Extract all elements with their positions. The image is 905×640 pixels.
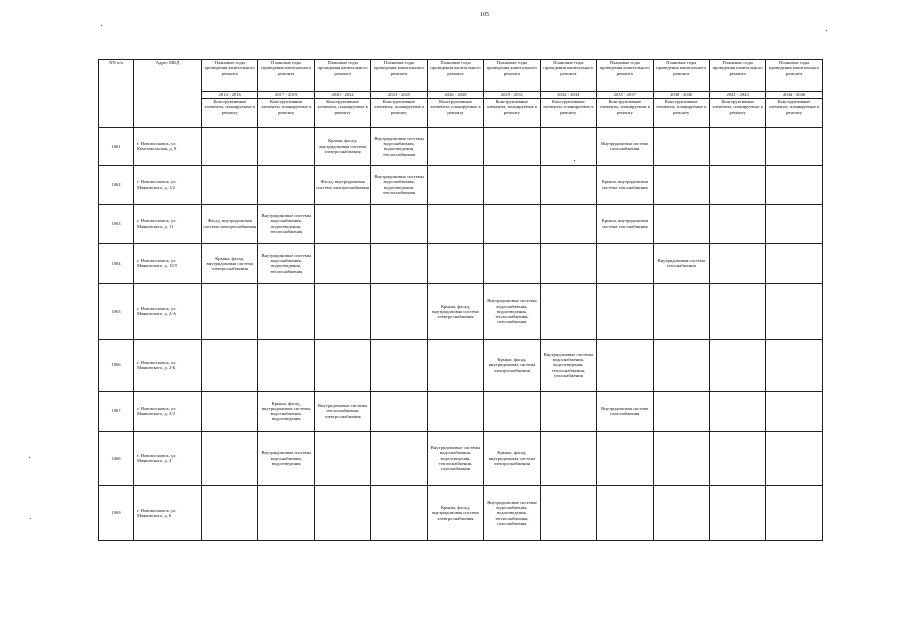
row-address: г. Новомосковск, ул. Маяковского, д. 11 xyxy=(134,204,202,243)
header-row-years xyxy=(99,92,823,99)
header-elements: Конструктивные элементы, планируемые к ремонту xyxy=(371,99,427,128)
header-period-title: Плановые годы проведения капитального ремонта xyxy=(484,60,540,92)
row-address: г. Новомосковск, ул. Маяковского, д. 4 xyxy=(134,431,202,485)
header-period-title: Плановые годы проведения капитального ремонта xyxy=(653,60,709,92)
table-row xyxy=(99,339,823,391)
table-cell: Крыша, фасад, внутридомовая система электроснабжения xyxy=(427,284,483,339)
header-elements: Конструктивные элементы, планируемые к ремонту xyxy=(202,99,258,128)
table-cell xyxy=(597,485,653,540)
row-address: г. Новомосковск, ул. Маяковского, д. 1/2 xyxy=(134,165,202,204)
header-elements: Конструктивные элементы, планируемые к ремонту xyxy=(427,99,483,128)
header-address: Адрес МКД xyxy=(134,60,202,128)
table-cell xyxy=(709,243,765,284)
table-cell xyxy=(258,485,314,540)
header-elements: Конструктивные элементы, планируемые к ремонту xyxy=(709,99,765,128)
page-number: 105 xyxy=(480,12,489,18)
row-address: г. Новомосковск, ул. Маяковского, д. 15/5 xyxy=(134,243,202,284)
header-period-title: Плановые годы проведения капитального ремонта xyxy=(258,60,314,92)
table-cell: Крыша, фасад, внутридомовая система электроснабжения xyxy=(314,128,370,166)
table-cell xyxy=(314,284,370,339)
header-period-title: Плановые годы проведения капитального ремонта xyxy=(540,60,596,92)
table-cell xyxy=(258,339,314,391)
table-cell xyxy=(202,165,258,204)
table-cell xyxy=(540,165,596,204)
header-years: 2041 - 2043 xyxy=(709,92,765,99)
table-cell xyxy=(427,165,483,204)
table-cell xyxy=(202,391,258,431)
row-number: 1062 xyxy=(99,165,134,204)
table-cell: Крыша, внутридомовая система газоснабжения xyxy=(597,165,653,204)
table-cell xyxy=(709,431,765,485)
table-row xyxy=(99,128,823,166)
header-elements: Конструктивные элементы, планируемые к ремонту xyxy=(653,99,709,128)
table-row xyxy=(99,431,823,485)
row-address: г. Новомосковск, ул. Маяковского, д. 2-А xyxy=(134,284,202,339)
table-cell xyxy=(597,243,653,284)
table-cell xyxy=(258,165,314,204)
row-number: 1061 xyxy=(99,128,134,166)
table-cell: Крыша, фасад, внутридомовая система электроснабжения xyxy=(427,485,483,540)
scan-speck xyxy=(30,518,31,519)
table-cell: Внутридомовая система газоснабжения xyxy=(653,243,709,284)
scan-speck xyxy=(826,30,827,31)
table-cell: Внутридомовые системы водоснабжения, водоотведения, теплоснабжения xyxy=(258,204,314,243)
capital-repair-table xyxy=(98,59,823,541)
scan-speck xyxy=(101,25,102,26)
table-cell xyxy=(484,128,540,166)
table-cell xyxy=(653,165,709,204)
table-cell xyxy=(709,284,765,339)
table-row xyxy=(99,284,823,339)
header-nn: NN п/п xyxy=(99,60,134,128)
table-cell xyxy=(484,391,540,431)
table-cell: Внутридомовая система газоснабжения xyxy=(597,391,653,431)
table-cell xyxy=(371,339,427,391)
table-cell xyxy=(202,339,258,391)
table-cell xyxy=(314,204,370,243)
header-years: 2017 - 2019 xyxy=(258,92,314,99)
header-elements: Конструктивные элементы, планируемые к ремонту xyxy=(597,99,653,128)
table-cell: Фасад, внутридомовая система электроснабжения xyxy=(314,165,370,204)
header-row-period-title xyxy=(99,60,823,92)
table-cell xyxy=(766,339,822,391)
table-cell: Внутридомовые системы водоснабжения, водоотведения, теплоснабжения, газоснабжения xyxy=(540,339,596,391)
header-years: 2032 - 2034 xyxy=(540,92,596,99)
header-period-title: Плановые годы проведения капитального ремонта xyxy=(202,60,258,92)
header-years: 2023 - 2025 xyxy=(371,92,427,99)
header-period-title: Плановые годы проведения капитального ремонта xyxy=(766,60,822,92)
table-cell xyxy=(709,204,765,243)
table-row xyxy=(99,165,823,204)
header-years: 2044 - 2046 xyxy=(766,92,822,99)
table-cell xyxy=(314,339,370,391)
table-cell xyxy=(540,204,596,243)
header-period-title: Плановые годы проведения капитального ремонта xyxy=(709,60,765,92)
table-cell xyxy=(427,204,483,243)
table-cell: Крыша, фасад, внутридомовая система электроснабжения xyxy=(484,339,540,391)
table-cell xyxy=(540,391,596,431)
table-cell xyxy=(766,284,822,339)
table-cell xyxy=(653,431,709,485)
table-cell: Внутридомовые системы водоснабжения, водоотведения, теплоснабжения xyxy=(258,243,314,284)
header-row-elements xyxy=(99,99,823,128)
table-cell xyxy=(597,339,653,391)
row-number: 1066 xyxy=(99,339,134,391)
table-cell xyxy=(709,165,765,204)
table-cell xyxy=(540,431,596,485)
header-period-title: Плановые годы проведения капитального ремонта xyxy=(427,60,483,92)
table-cell xyxy=(766,204,822,243)
table-cell xyxy=(202,485,258,540)
table-cell: Внутридомовые системы водоснабжения, водоотведения, теплоснабжения xyxy=(371,165,427,204)
table-row xyxy=(99,204,823,243)
table-cell: Крыша, фасад, внутридомовые системы водоснабжения, водоотведения xyxy=(258,391,314,431)
table-cell xyxy=(597,431,653,485)
header-period-title: Плановые годы проведения капитального ремонта xyxy=(314,60,370,92)
table-cell xyxy=(653,128,709,166)
table-cell xyxy=(484,165,540,204)
header-elements: Конструктивные элементы, планируемые к ремонту xyxy=(540,99,596,128)
table-cell: Внутридомовые системы водоснабжения, водоотведения, теплоснабжения xyxy=(371,128,427,166)
table-cell: Внутридомовые системы водоснабжения, водоотведения, теплоснабжения, газоснабжения xyxy=(484,485,540,540)
table-cell: Внутридомовые системы водоснабжения, водоотведения, теплоснабжения, газоснабжения xyxy=(484,284,540,339)
table-cell xyxy=(371,485,427,540)
table-cell xyxy=(653,485,709,540)
table-cell xyxy=(371,204,427,243)
table-cell xyxy=(427,339,483,391)
table-cell: Внутридомовые системы водоснабжения, водоотведения xyxy=(258,431,314,485)
header-elements: Конструктивные элементы, планируемые к ремонту xyxy=(258,99,314,128)
table-cell xyxy=(653,391,709,431)
row-address: г. Новомосковск, ул. Маяковского, д. 3/3 xyxy=(134,391,202,431)
table-cell xyxy=(709,391,765,431)
table-cell: Фасад, внутридомовая система электроснабжения xyxy=(202,204,258,243)
row-number: 1065 xyxy=(99,284,134,339)
table-cell xyxy=(653,284,709,339)
table-cell xyxy=(202,128,258,166)
header-years: 2026 - 2028 xyxy=(427,92,483,99)
table-cell xyxy=(371,391,427,431)
header-years: 2029 - 2031 xyxy=(484,92,540,99)
table-cell xyxy=(766,165,822,204)
table-cell xyxy=(427,128,483,166)
table-cell xyxy=(314,243,370,284)
table-cell xyxy=(540,284,596,339)
table-cell xyxy=(766,391,822,431)
row-number: 1069 xyxy=(99,485,134,540)
header-period-title: Плановые годы проведения капитального ремонта xyxy=(597,60,653,92)
table-cell: Крыша, внутридомовая система газоснабжения xyxy=(597,204,653,243)
row-address: г. Новомосковск, ул. Комсомольская, д. 9 xyxy=(134,128,202,166)
table-cell xyxy=(766,431,822,485)
table-cell xyxy=(766,485,822,540)
table-cell xyxy=(709,485,765,540)
row-address: г. Новомосковск, ул. Маяковского, д. 6 xyxy=(134,485,202,540)
table-cell xyxy=(371,284,427,339)
table-cell xyxy=(766,128,822,166)
header-years: 2035 - 2037 xyxy=(597,92,653,99)
table-cell: Крыша, фасад, внутридомовая система электроснабжения xyxy=(484,431,540,485)
table-cell: Крыша, фасад, внутридомовая система электроснабжения xyxy=(202,243,258,284)
table-cell: Внутридомовые системы теплоснабжения, электроснабжения xyxy=(314,391,370,431)
header-elements: Конструктивные элементы, планируемые к ремонту xyxy=(766,99,822,128)
header-years: 2014 - 2016 xyxy=(202,92,258,99)
table-cell: Внутридомовая система газоснабжения xyxy=(597,128,653,166)
table-cell xyxy=(371,243,427,284)
header-elements: Конструктивные элементы, планируемые к ремонту xyxy=(314,99,370,128)
table-cell xyxy=(709,128,765,166)
table-cell xyxy=(258,284,314,339)
table-cell xyxy=(202,284,258,339)
table-cell xyxy=(709,339,765,391)
header-elements: Конструктивные элементы, планируемые к ремонту xyxy=(484,99,540,128)
table-cell xyxy=(766,243,822,284)
row-number: 1068 xyxy=(99,431,134,485)
header-years: 2038 - 2040 xyxy=(653,92,709,99)
row-address: г. Новомосковск, ул. Маяковского, д. 2-Б xyxy=(134,339,202,391)
table-cell xyxy=(540,243,596,284)
table-row xyxy=(99,391,823,431)
table-row xyxy=(99,485,823,540)
row-number: 1067 xyxy=(99,391,134,431)
row-number: 1063 xyxy=(99,204,134,243)
header-period-title: Плановые годы проведения капитального ремонта xyxy=(371,60,427,92)
table-cell xyxy=(653,204,709,243)
table-cell xyxy=(597,284,653,339)
table-cell xyxy=(202,431,258,485)
table-cell xyxy=(540,128,596,166)
table-row xyxy=(99,243,823,284)
table-cell xyxy=(314,431,370,485)
table-cell xyxy=(427,391,483,431)
table-cell xyxy=(653,339,709,391)
table-cell: Внутридомовые системы водоснабжения, водоотведения, теплоснабжения, газоснабжения xyxy=(427,431,483,485)
table-cell xyxy=(484,243,540,284)
table-cell xyxy=(484,204,540,243)
row-number: 1064 xyxy=(99,243,134,284)
scan-speck xyxy=(29,457,30,458)
table-cell xyxy=(258,128,314,166)
header-years: 2020 - 2022 xyxy=(314,92,370,99)
table-cell xyxy=(540,485,596,540)
table-cell xyxy=(371,431,427,485)
table-cell xyxy=(314,485,370,540)
table-cell xyxy=(427,243,483,284)
